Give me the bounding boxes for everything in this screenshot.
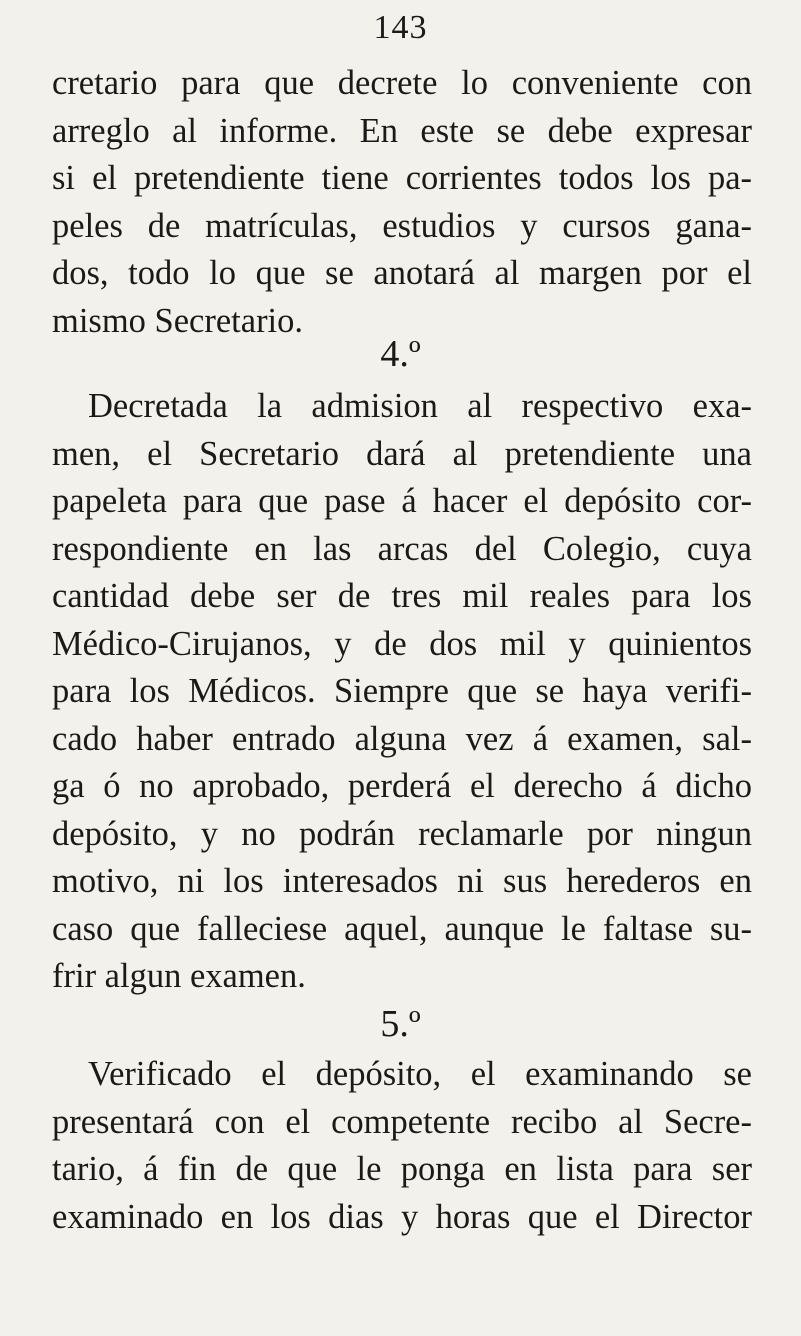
text-line: cretario para que decrete lo conveniente con	[52, 64, 752, 102]
text-line: ga ó no aprobado, perderá el derecho á dicho	[52, 767, 752, 805]
text-line: papeleta para que pase á hacer el depósito cor-	[52, 482, 752, 520]
text-line: si el pretendiente tiene corrientes todos los pa-	[52, 159, 752, 197]
text-line: arreglo al informe. En este se debe expresar	[52, 111, 752, 150]
text-line: Verificado el depósito, el examinando se	[88, 1055, 752, 1093]
text-line: Decretada la admision al respectivo exa-	[88, 387, 752, 425]
text-line: depósito, y no podrán reclamarle por ningun	[52, 814, 752, 853]
text-line: men, el Secretario dará al pretendiente una	[52, 434, 752, 473]
text-line: Médico-Cirujanos, y de dos mil y quinientos	[52, 624, 752, 663]
text-line: cantidad debe ser de tres mil reales para los	[52, 577, 752, 615]
text-line: presentará con el competente recibo al Secre-	[52, 1102, 752, 1141]
text-line: motivo, ni los interesados ni sus herederos en	[52, 862, 752, 900]
text-line: cado haber entrado alguna vez á examen, sal-	[52, 719, 752, 758]
text-line: tario, á fin de que le ponga en lista para ser	[52, 1150, 752, 1188]
text-line: caso que falleciese aquel, aunque le faltase su-	[52, 909, 752, 948]
text-line: dos, todo lo que se anotará al margen por el	[52, 254, 752, 292]
text-line: mismo Secretario.	[52, 301, 304, 340]
text-line: peles de matrículas, estudios y cursos gana-	[52, 206, 752, 245]
section-heading-5: 5.º	[380, 1003, 421, 1045]
text-line: respondiente en las arcas del Colegio, cuya	[52, 529, 752, 568]
text-line: para los Médicos. Siempre que se haya verifi-	[52, 672, 752, 710]
text-line: examinado en los dias y horas que el Director	[52, 1197, 752, 1236]
text-line: frir algun examen.	[52, 957, 306, 995]
paragraph-2	[52, 383, 752, 1001]
paragraph-1	[52, 60, 752, 345]
section-heading-4: 4.º	[380, 333, 421, 375]
page-number: 143	[373, 9, 428, 46]
paragraph-3	[52, 1051, 752, 1241]
